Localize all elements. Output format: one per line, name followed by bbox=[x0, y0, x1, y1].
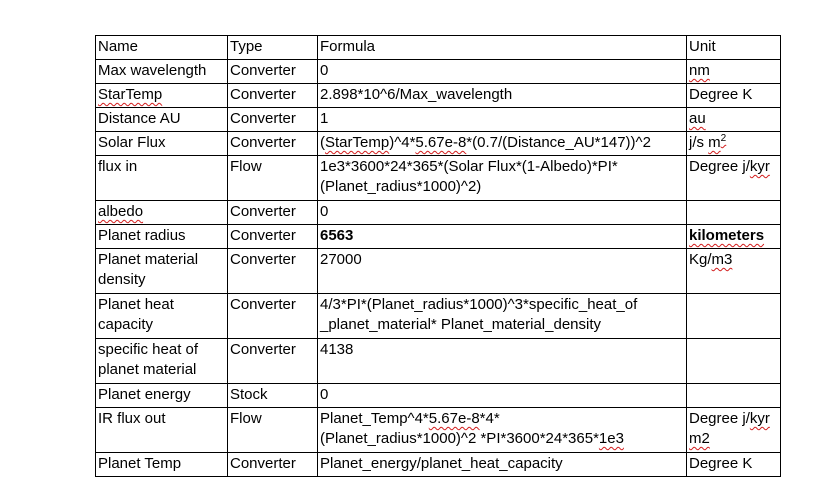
variables-table bbox=[95, 35, 781, 477]
formula-part: 1e3 bbox=[598, 430, 624, 447]
cell-name: Planet radius bbox=[96, 225, 228, 249]
cell-name: IR flux out bbox=[96, 408, 228, 453]
formula-line bbox=[320, 409, 684, 429]
cell-unit bbox=[687, 132, 781, 156]
formula-part: )^4* bbox=[389, 134, 416, 151]
cell-unit bbox=[687, 294, 781, 339]
formula-part: Planet_Temp^4* bbox=[320, 410, 429, 427]
name-line: specific heat of bbox=[98, 341, 199, 358]
cell-type: Converter bbox=[228, 339, 318, 384]
name-line: Planet material bbox=[98, 251, 199, 268]
cell-formula: 1 bbox=[318, 108, 687, 132]
cell-type: Converter bbox=[228, 225, 318, 249]
name-line: capacity bbox=[98, 316, 154, 333]
unit-part: m3 bbox=[711, 251, 733, 268]
table-row bbox=[96, 84, 781, 108]
cell-name-text: albedo bbox=[98, 203, 144, 220]
cell-name: Planet Temp bbox=[96, 453, 228, 477]
cell-type: Converter bbox=[228, 84, 318, 108]
cell-unit bbox=[687, 156, 781, 201]
table-row bbox=[96, 156, 781, 201]
unit-part: m bbox=[708, 134, 721, 151]
cell-unit-text: kilometers bbox=[689, 227, 765, 244]
table-header-row bbox=[96, 36, 781, 60]
cell-name bbox=[96, 294, 228, 339]
table-row bbox=[96, 108, 781, 132]
formula-part: 5.67e-8 bbox=[415, 134, 467, 151]
cell-name bbox=[96, 249, 228, 294]
unit-part: Degree j/ bbox=[689, 410, 750, 427]
header-formula: Formula bbox=[318, 36, 687, 60]
cell-unit bbox=[687, 249, 781, 294]
formula-part: StarTemp bbox=[325, 134, 390, 151]
cell-name: Planet energy bbox=[96, 384, 228, 408]
header-unit: Unit bbox=[687, 36, 781, 60]
cell-formula: Planet_energy/planet_heat_capacity bbox=[318, 453, 687, 477]
header-type: Type bbox=[228, 36, 318, 60]
table-row bbox=[96, 60, 781, 84]
table-row bbox=[96, 132, 781, 156]
cell-name bbox=[96, 84, 228, 108]
name-line: planet material bbox=[98, 361, 197, 378]
cell-name bbox=[96, 201, 228, 225]
cell-name: Solar Flux bbox=[96, 132, 228, 156]
unit-part: Kg/ bbox=[689, 251, 712, 268]
cell-unit: Degree K bbox=[687, 453, 781, 477]
cell-type: Stock bbox=[228, 384, 318, 408]
cell-name-text: StarTemp bbox=[98, 86, 163, 103]
cell-unit bbox=[687, 60, 781, 84]
formula-line: 1e3*3600*24*365*(Solar Flux*(1-Albedo)*PI* bbox=[320, 158, 618, 175]
cell-formula bbox=[318, 294, 687, 339]
formula-part: (Planet_radius*1000)^2 *PI*3600*24*365* bbox=[320, 430, 599, 447]
unit-line bbox=[689, 429, 778, 449]
cell-name: Max wavelength bbox=[96, 60, 228, 84]
cell-formula: 4138 bbox=[318, 339, 687, 384]
table-row bbox=[96, 294, 781, 339]
unit-part: m2 bbox=[689, 430, 710, 447]
cell-name: Distance AU bbox=[96, 108, 228, 132]
cell-unit bbox=[687, 339, 781, 384]
cell-name: flux in bbox=[96, 156, 228, 201]
cell-formula: 0 bbox=[318, 60, 687, 84]
name-line: Planet heat bbox=[98, 296, 174, 313]
cell-unit-text: au bbox=[689, 110, 706, 127]
formula-part: ( bbox=[320, 134, 325, 151]
cell-formula bbox=[318, 132, 687, 156]
table-row bbox=[96, 249, 781, 294]
cell-formula: 27000 bbox=[318, 249, 687, 294]
unit-part: Degree j/ bbox=[689, 158, 750, 175]
cell-type: Converter bbox=[228, 294, 318, 339]
cell-unit bbox=[687, 408, 781, 453]
cell-type: Flow bbox=[228, 408, 318, 453]
cell-unit bbox=[687, 108, 781, 132]
cell-formula: 6563 bbox=[318, 225, 687, 249]
name-line: density bbox=[98, 271, 146, 288]
formula-part: *(0.7/(Distance_AU*147))^2 bbox=[466, 134, 651, 151]
unit-part: kyr bbox=[749, 158, 770, 175]
cell-formula bbox=[318, 408, 687, 453]
cell-name bbox=[96, 339, 228, 384]
header-name: Name bbox=[96, 36, 228, 60]
table-row bbox=[96, 384, 781, 408]
unit-line bbox=[689, 409, 778, 429]
table-row bbox=[96, 339, 781, 384]
formula-part: *4* bbox=[479, 410, 500, 427]
cell-type: Flow bbox=[228, 156, 318, 201]
cell-formula: 2.898*10^6/Max_wavelength bbox=[318, 84, 687, 108]
table-row bbox=[96, 201, 781, 225]
cell-formula bbox=[318, 156, 687, 201]
cell-type: Converter bbox=[228, 201, 318, 225]
table-row bbox=[96, 453, 781, 477]
cell-type: Converter bbox=[228, 249, 318, 294]
cell-unit bbox=[687, 225, 781, 249]
unit-part: j/s bbox=[689, 134, 709, 151]
unit-superscript: 2 bbox=[720, 133, 727, 144]
formula-line: 4/3*PI*(Planet_radius*1000)^3*specific_heat_of bbox=[320, 296, 638, 313]
table-row bbox=[96, 408, 781, 453]
cell-formula: 0 bbox=[318, 201, 687, 225]
formula-line: (Planet_radius*1000)^2) bbox=[320, 178, 482, 195]
unit-part: kyr bbox=[749, 410, 770, 427]
cell-type: Converter bbox=[228, 453, 318, 477]
formula-line bbox=[320, 429, 684, 449]
cell-type: Converter bbox=[228, 60, 318, 84]
formula-line: _planet_material* Planet_material_density bbox=[320, 316, 602, 333]
cell-type: Converter bbox=[228, 108, 318, 132]
cell-type: Converter bbox=[228, 132, 318, 156]
cell-unit: Degree K bbox=[687, 84, 781, 108]
formula-part: 5.67e-8 bbox=[428, 410, 480, 427]
table-row bbox=[96, 225, 781, 249]
cell-unit-text: nm bbox=[689, 62, 710, 79]
cell-unit bbox=[687, 201, 781, 225]
cell-formula: 0 bbox=[318, 384, 687, 408]
cell-unit bbox=[687, 384, 781, 408]
